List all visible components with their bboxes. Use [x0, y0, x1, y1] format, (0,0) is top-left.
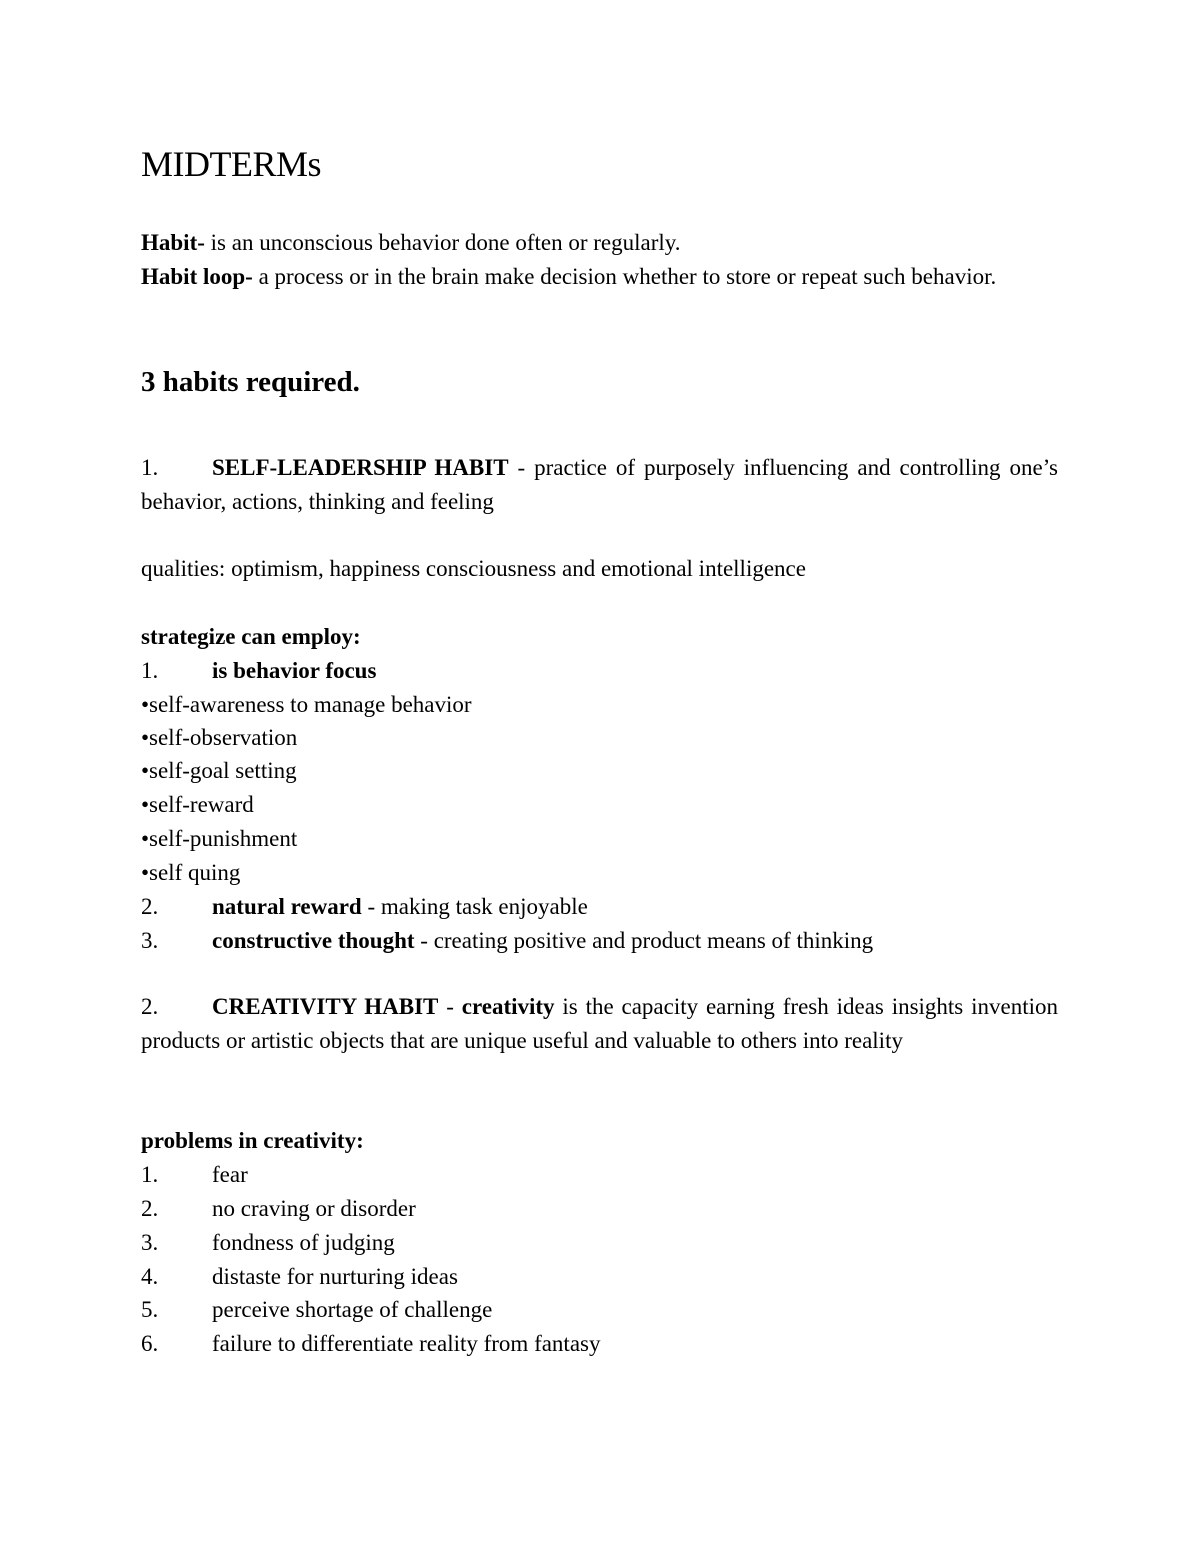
strategy-item-1-number: 1.	[141, 658, 159, 683]
problem-text: failure to differentiate reality from fantasy	[212, 1331, 601, 1356]
bullet-item: •self-observation	[141, 725, 298, 750]
strategy-item-2-text: - making task enjoyable	[361, 894, 588, 919]
qualities-line: qualities: optimism, happiness consciousness and emotional intelligence	[141, 556, 806, 581]
problem-text: no craving or disorder	[212, 1196, 416, 1221]
strategies-heading	[141, 620, 1058, 654]
strategies-heading-text: strategize can employ:	[141, 624, 361, 649]
bullet-item: •self-punishment	[141, 826, 298, 851]
habit-loop-term: Habit loop-	[141, 264, 253, 289]
habit-2-name: CREATIVITY HABIT	[212, 994, 439, 1019]
habit-1-name: SELF-LEADERSHIP HABIT	[212, 455, 509, 480]
problem-text: fondness of judging	[212, 1230, 395, 1255]
strategy-item-3	[141, 924, 1058, 958]
habit-2-paragraph	[141, 990, 1058, 1058]
problem-number: 6.	[141, 1331, 159, 1356]
problem-number: 1.	[141, 1162, 159, 1187]
habit-definition-text: is an unconscious behavior done often or regularly.	[204, 230, 681, 255]
habit-2-number: 2.	[141, 994, 159, 1019]
habit-term: Habit-	[141, 230, 205, 255]
problem-number: 2.	[141, 1196, 159, 1221]
strategy-item-3-text: - creating positive and product means of thinking	[414, 928, 874, 953]
problem-number: 5.	[141, 1297, 159, 1322]
problems-heading-text: problems in creativity:	[141, 1128, 364, 1153]
creativity-term: creativity	[461, 994, 555, 1019]
problem-item	[141, 1260, 1058, 1294]
problem-item	[141, 1226, 1058, 1260]
habit-definition	[141, 226, 1058, 260]
bullet-item: •self quing	[141, 860, 241, 885]
habit-loop-definition	[141, 260, 1058, 294]
strategy-item-3-number: 3.	[141, 928, 159, 953]
habit-loop-definition-text: a process or in the brain make decision whether to store or repeat such behavior.	[252, 264, 997, 289]
problem-number: 4.	[141, 1264, 159, 1289]
strategy-item-1	[141, 654, 1058, 688]
problem-item	[141, 1327, 1058, 1361]
bullet-item: •self-goal setting	[141, 758, 297, 783]
problem-item	[141, 1158, 1058, 1192]
bullet-item: •self-awareness to manage behavior	[141, 692, 472, 717]
habit-1-text: - practice of purposely influencing and controlling one’s behavior, actions, thinking and feeling	[141, 455, 1058, 514]
strategy-item-1-label: is behavior focus	[212, 658, 377, 683]
strategy-item-3-label: constructive thought	[212, 928, 415, 953]
problems-heading	[141, 1124, 1058, 1158]
problem-number: 3.	[141, 1230, 159, 1255]
section-heading: 3 habits required.	[141, 366, 360, 398]
document-title: MIDTERMs	[141, 144, 322, 184]
bullet-item: •self-reward	[141, 792, 254, 817]
problem-text: fear	[212, 1162, 248, 1187]
habit-1-paragraph	[141, 451, 1058, 519]
problem-item	[141, 1192, 1058, 1226]
habit-2-dash: -	[438, 994, 462, 1019]
problem-text: perceive shortage of challenge	[212, 1297, 493, 1322]
strategy-item-2	[141, 890, 1058, 924]
habit-2-text: is the capacity earning fresh ideas insights invention products or artistic objects that are unique useful and valuable to others into reality	[141, 994, 1058, 1053]
problem-item	[141, 1293, 1058, 1327]
strategy-item-2-number: 2.	[141, 894, 159, 919]
problem-text: distaste for nurturing ideas	[212, 1264, 458, 1289]
strategy-item-2-label: natural reward	[212, 894, 362, 919]
habit-1-number: 1.	[141, 455, 159, 480]
